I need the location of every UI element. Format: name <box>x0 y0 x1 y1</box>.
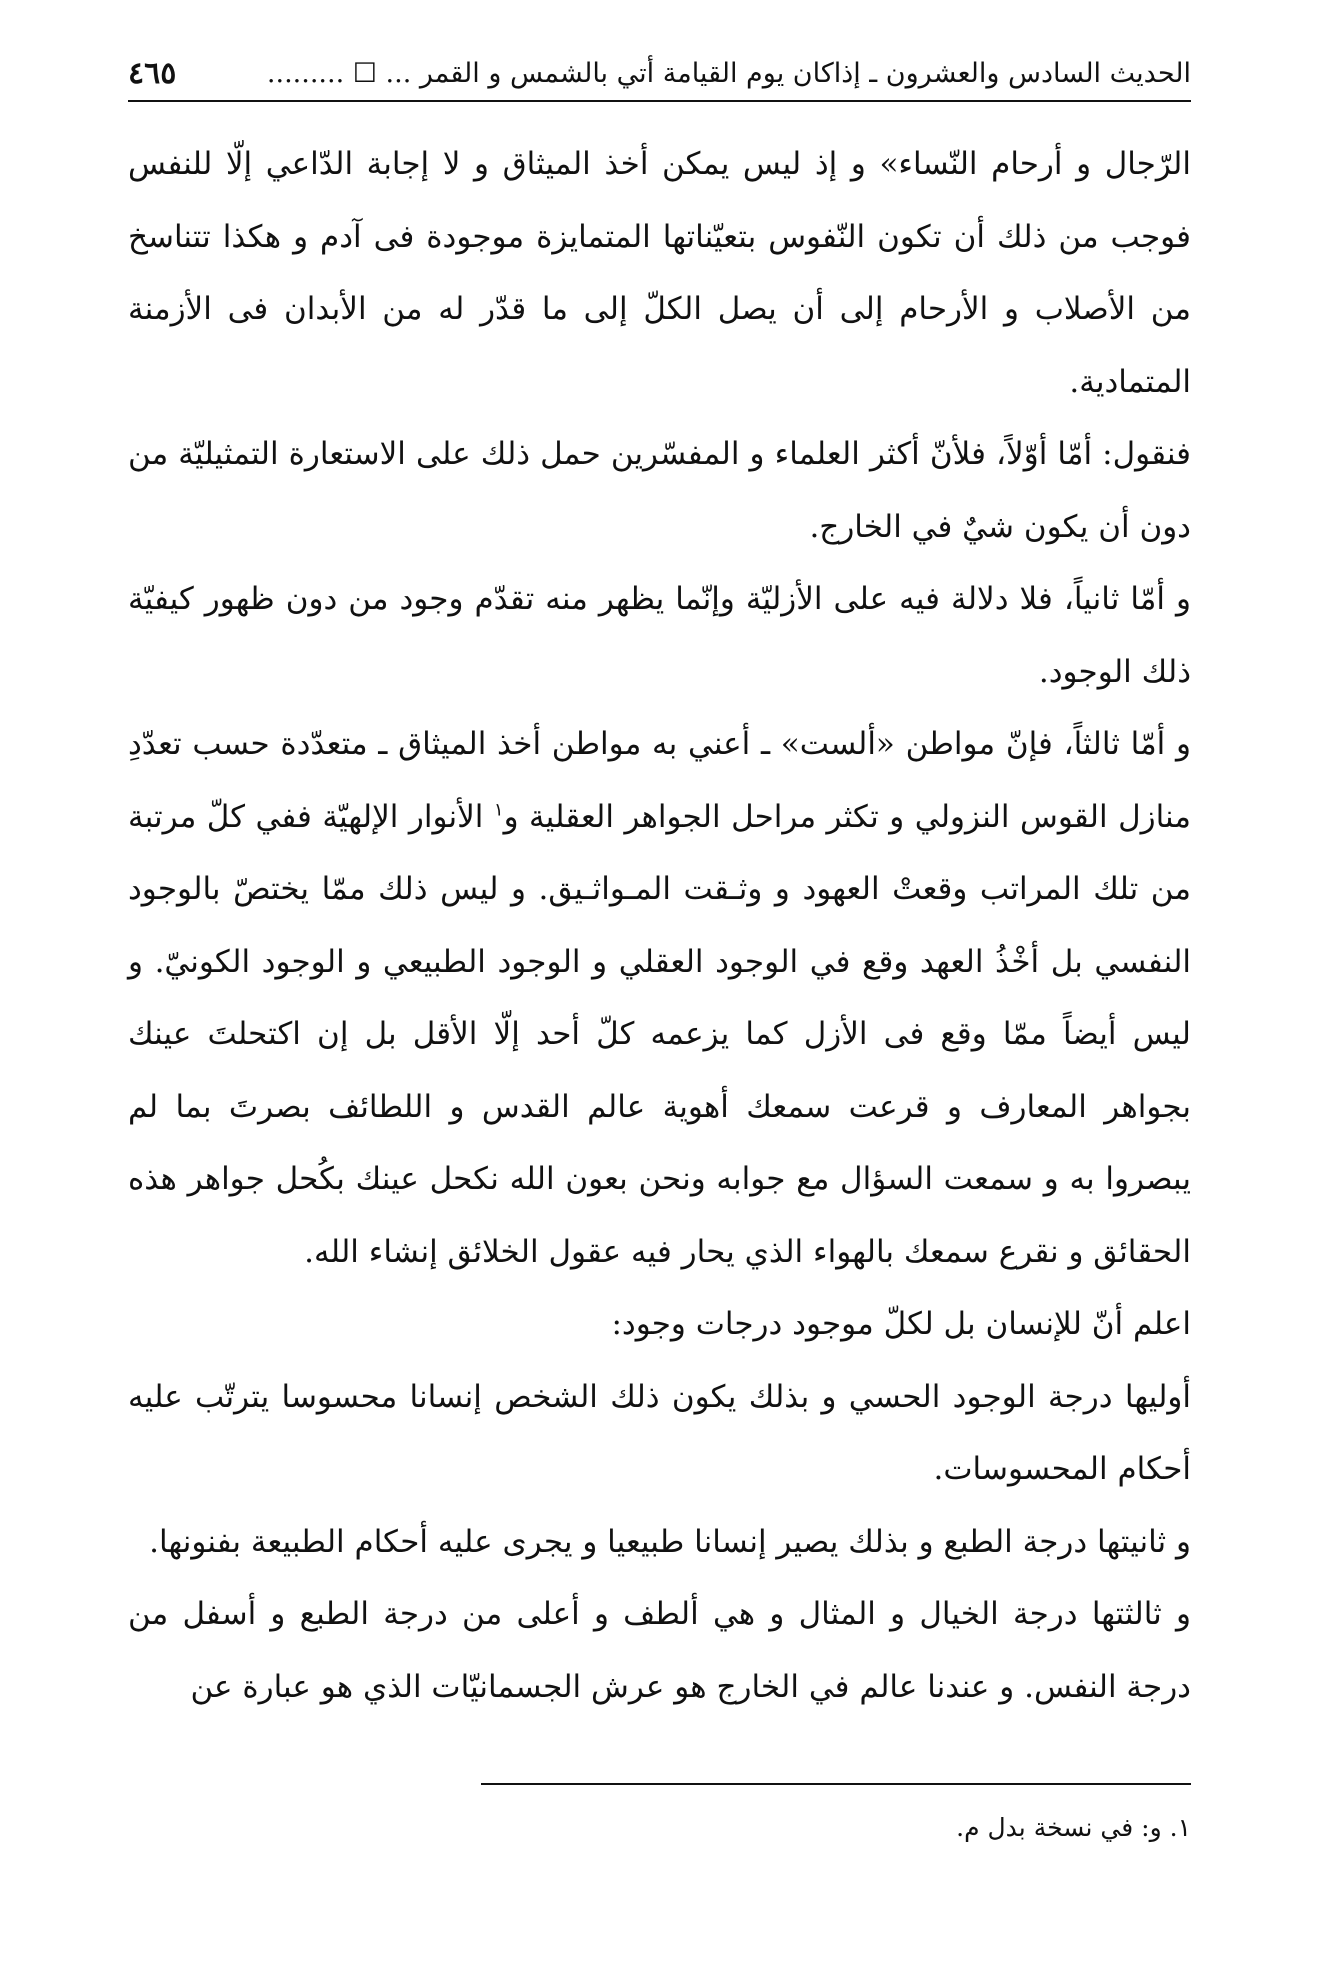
paragraph <box>128 708 1191 1288</box>
main-text <box>128 128 1191 1723</box>
running-title <box>267 54 1191 94</box>
paragraph: فنقول: أمّا أوّلاً، فلأنّ أكثر العلماء و المفسّرين حمل ذلك على الاستعارة التمثيليّة من دون أن يكون شيٌ في الخارج. <box>128 436 1191 545</box>
paragraph-part: الأنوار الإلهيّة ففي كلّ مرتبة من تلك المراتب وقعتْ العهود و وثـقت المـواثـيق. و ليس ذلك ممّا يختصّ بالوجود النفسي بل أخْذُ العهد وقع في الوجود العقلي و الوجود الطبيعي و الوجود الكونيّ. و ليس أيضاً ممّا وقع فى الأزل كما يزعمه كلّ أحد إلّا الأقل بل إن اكتحلتَ عينك بجواهر المعارف و قرعت سمعك أهوية عالم القدس و اللطائف بصرتَ بما لم يبصروا به و سمعت السؤال مع جوابه ونحن بعون الله نكحل عينك بكُحل جواهر هذه الحقائق و نقرع سمعك بالهواء الذي يحار فيه عقول الخلائق إنشاء الله. <box>128 798 1191 1270</box>
footnote: ١. و: في نسخة بدل م. <box>956 1813 1191 1842</box>
footnote-marker: ١ <box>493 799 504 821</box>
paragraph-part: و أمّا ثالثاً، فإنّ مواطن «ألست» ـ أعني به مواطن أخذ الميثاق ـ متعدّدة حسب تعدّدِ منازل القوس النزولي و تكثر مراحل الجواهر العقلية و <box>128 726 1191 835</box>
paragraph: اعلم أنّ للإنسان بل لكلّ موجود درجات وجود: <box>611 1306 1191 1342</box>
page-number: ٤٦٥ <box>128 56 177 91</box>
footnote-divider <box>481 1783 1191 1785</box>
paragraph: الرّجال و أرحام النّساء» و إذ ليس يمكن أخذ الميثاق و لا إجابة الدّاعي إلّا للنفس فوجب من ذلك أن تكون النّفوس بتعيّناتها المتمايزة موجودة فى آدم و هكذا تتناسخ من الأصلاب و الأرحام إلى أن يصل الكلّ إلى ما قدّر له من الأبدان فى الأزمنة المتمادية. <box>128 146 1191 400</box>
paragraph: و ثانيتها درجة الطبع و بذلك يصير إنسانا طبيعيا و يجرى عليه أحكام الطبيعة بفنونها. <box>149 1523 1191 1560</box>
paragraph: و ثالثتها درجة الخيال و المثال و هي ألطف و أعلى من درجة الطبع و أسفل من درجة النفس. و عندنا عالم في الخارج هو عرش الجسمانيّات الذي هو عبارة عن <box>128 1596 1191 1705</box>
running-header <box>128 38 1191 102</box>
paragraph: أوليها درجة الوجود الحسي و بذلك يكون ذلك الشخص إنسانا محسوسا يترتّب عليه أحكام المحسوسات. <box>128 1378 1191 1487</box>
running-title-text: الحديث السادس والعشرون ـ إذاكان يوم القيامة أتي بالشمس و القمر ... ☐ <box>352 58 1191 89</box>
leader-dots: ......... <box>266 58 345 89</box>
paragraph: و أمّا ثانياً، فلا دلالة فيه على الأزليّة وإنّما يظهر منه تقدّم وجود من دون ظهور كيفيّة ذلك الوجود. <box>128 581 1191 690</box>
